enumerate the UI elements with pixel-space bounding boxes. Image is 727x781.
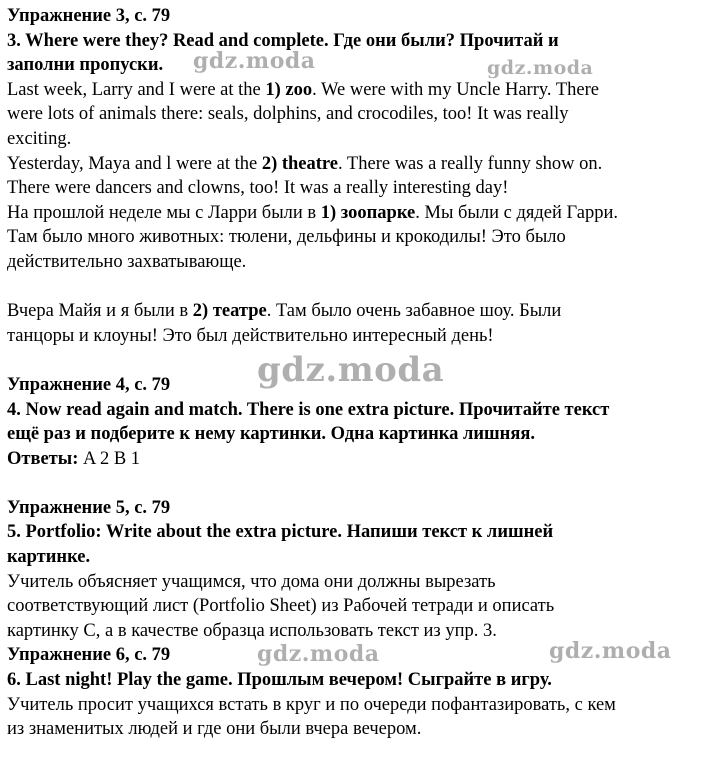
- exercise-6-body-line-1: Учитель просит учащихся встать в круг и по очереди пофантазировать, с кем: [7, 694, 616, 715]
- exercise-3-english-paragraph-2-line-2: There were dancers and clowns, too! It was a really interesting day!: [7, 178, 509, 199]
- section-gap: [7, 348, 723, 373]
- exercise-3-russian-paragraph-1-line-2: Там было много животных: тюлени, дельфины и крокодилы! Это было: [7, 227, 566, 248]
- exercise-5-heading: Упражнение 5, с. 79: [7, 497, 171, 518]
- exercise-3-heading: Упражнение 3, с. 79: [7, 6, 171, 26]
- exercise-4-task-line-1: 4. Now read again and match. There is one extra picture. Прочитайте текст: [7, 399, 610, 420]
- paragraph-gap: [7, 275, 723, 300]
- exercise-3-russian-paragraph-1-line-3: действительно захватывающе.: [7, 251, 247, 272]
- exercise-5-body-line-1: Учитель объясняет учащимся, что дома они должны вырезать: [7, 571, 496, 592]
- exercise-3-english-paragraph-2-line-1: Yesterday, Maya and l were at the 2) theatre. There was a really funny show on.: [7, 153, 603, 174]
- exercise-4-task-line-2: ещё раз и подберите к нему картинки. Одна картинка лишняя.: [7, 424, 535, 445]
- exercise-3-russian-paragraph-1-line-1: На прошлой неделе мы с Ларри были в 1) зоопарке. Мы были с дядей Гарри.: [7, 202, 618, 223]
- exercise-4-heading: Упражнение 4, с. 79: [7, 374, 171, 395]
- exercise-3-russian-paragraph-2-line-1: Вчера Майя и я были в 2) театре. Там было очень забавное шоу. Были: [7, 301, 562, 322]
- exercise-3-english-paragraph-1-line-2: were lots of animals there: seals, dolphins, and crocodiles, too! It was really: [7, 104, 569, 125]
- document-page: [7, 4, 723, 742]
- exercise-6-task-line-1: 6. Last night! Play the game. Прошлым вечером! Сыграйте в игру.: [7, 670, 552, 691]
- section-gap: [7, 471, 723, 496]
- watermark: gdz.moda: [257, 641, 380, 667]
- exercise-3-english-paragraph-1-line-3: exciting.: [7, 128, 72, 149]
- watermark: gdz.moda: [549, 638, 672, 664]
- exercise-5-body-line-3: картинку С, а в качестве образца использовать текст из упр. 3.: [7, 620, 497, 641]
- answer-zoo: 1) zoo: [265, 79, 313, 100]
- exercise-3-task-line-2: заполни пропуски.: [7, 55, 164, 76]
- answers-value: A 2 B 1: [78, 448, 141, 469]
- exercise-5-body-line-2: соответствующий лист (Portfolio Sheet) из Рабочей тетради и описать: [7, 596, 555, 617]
- exercise-3-russian-paragraph-2-line-2: танцоры и клоуны! Это был действительно интересный день!: [7, 325, 494, 346]
- answer-theatre: 2) theatre: [261, 153, 339, 174]
- watermark: gdz.moda: [193, 48, 316, 74]
- exercise-5-task-line-1: 5. Portfolio: Write about the extra picture. Напиши текст к лишней: [7, 522, 554, 543]
- watermark: gdz.moda: [487, 57, 594, 79]
- answer-teatre: 2) театре: [192, 301, 267, 322]
- answers-label: Ответы:: [7, 448, 79, 469]
- exercise-6-body-line-2: из знаменитых людей и где они были вчера вечером.: [7, 719, 422, 740]
- exercise-6-heading: Упражнение 6, с. 79: [7, 645, 171, 666]
- exercise-5-task-line-2: картинке.: [7, 547, 91, 568]
- exercise-3-english-paragraph-1-line-1: Last week, Larry and I were at the 1) zoo. We were with my Uncle Harry. There: [7, 79, 599, 100]
- exercise-3-task-line-1: 3. Where were they? Read and complete. Где они были? Прочитай и: [7, 30, 559, 51]
- exercise-4-answers: [7, 447, 723, 472]
- watermark: gdz.moda: [257, 350, 445, 390]
- answer-zoopark: 1) зоопарке: [320, 202, 416, 223]
